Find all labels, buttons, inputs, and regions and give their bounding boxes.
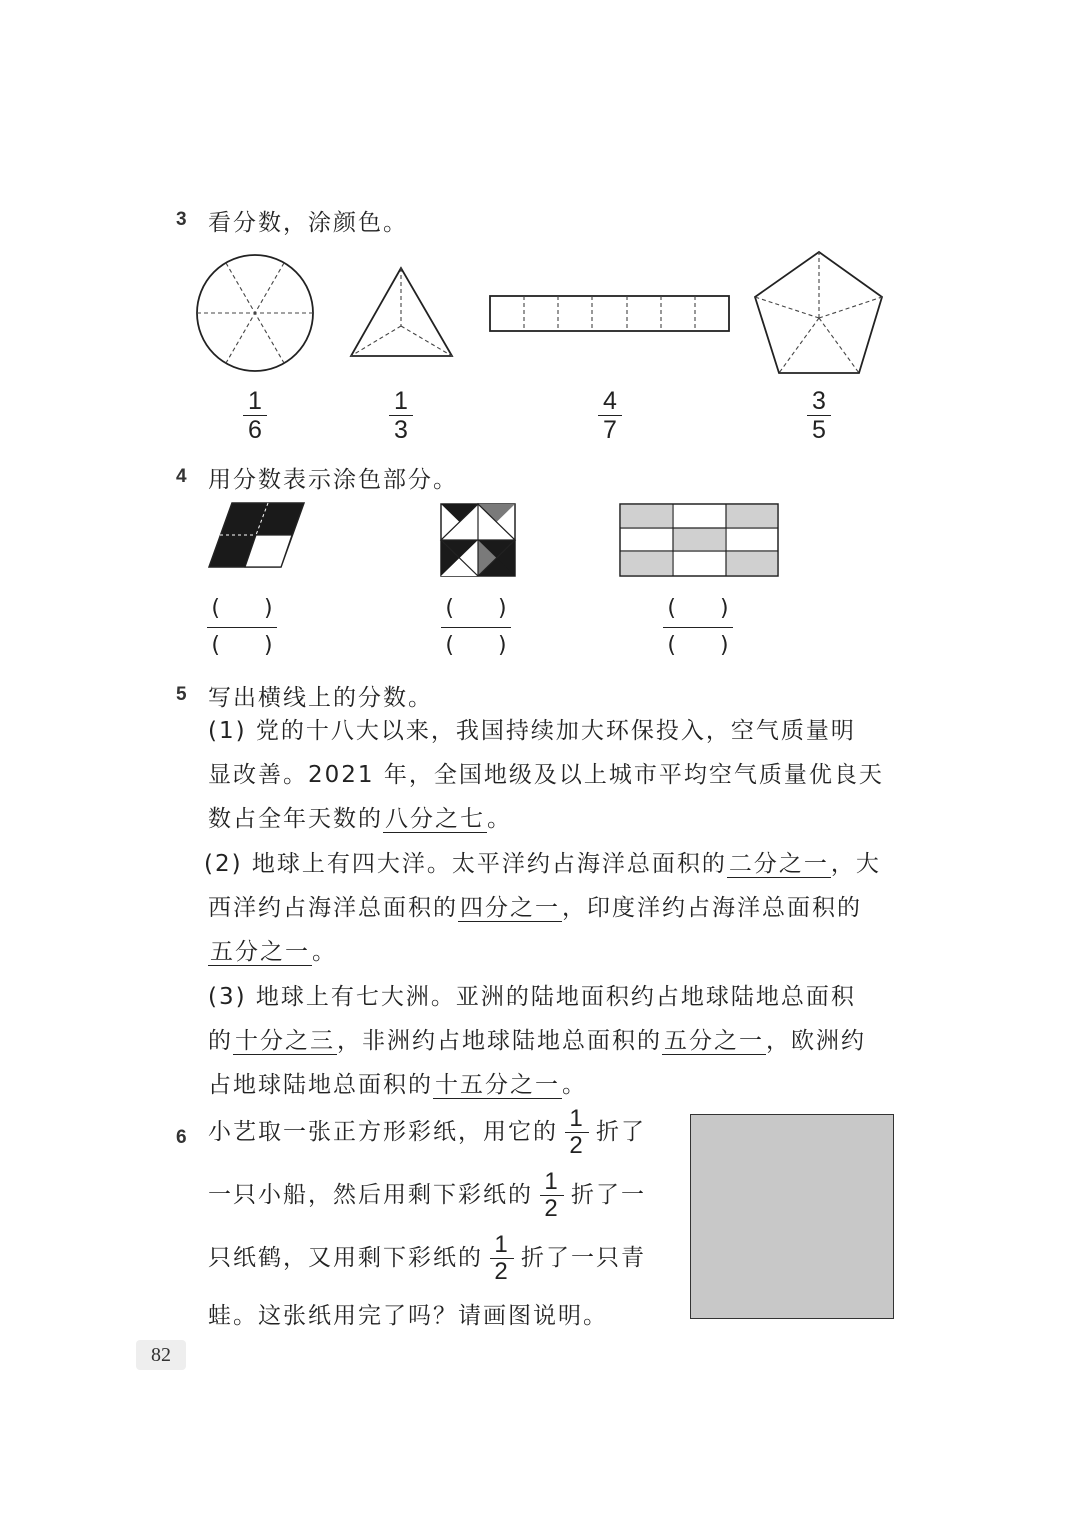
- q6-number: 6: [176, 1127, 187, 1148]
- q5-p2-line2: 西洋约占海洋总面积的四分之一，印度洋约占海洋总面积的: [208, 895, 862, 921]
- fraction-three-fifths: [799, 388, 839, 443]
- q5-title: 写出横线上的分数。: [208, 685, 433, 711]
- denominator: 7: [603, 416, 617, 444]
- q5-p1-line1: (1) 党的十八大以来，我国持续加大环保投入，空气质量明: [208, 718, 856, 744]
- q5-p3-line1: (3) 地球上有七大洲。亚洲的陆地面积约占地球陆地总面积: [208, 984, 856, 1010]
- underlined-fraction: 二分之一: [728, 851, 829, 877]
- numerator: 3: [812, 387, 826, 415]
- grid-shaded: [620, 504, 778, 576]
- q5-p2-line3: 五分之一。: [210, 939, 337, 965]
- blank-numerator: ( ): [211, 596, 273, 621]
- q4-number: 4: [176, 466, 187, 487]
- denominator: 5: [812, 416, 826, 444]
- answer-blank-1[interactable]: [207, 594, 277, 661]
- q6-line3: 只纸鹤，又用剩下彩纸的 $\frac{1}{2}$ 折了一只青: [208, 1231, 646, 1285]
- underlined-fraction: 五分之一: [210, 939, 310, 965]
- answer-blank-2[interactable]: [441, 594, 511, 661]
- blank-denominator: ( ): [445, 633, 507, 658]
- underlined-fraction: 四分之一: [460, 895, 560, 921]
- q6-line2: 一只小船，然后用剩下彩纸的 $\frac{1}{2}$ 折了一: [208, 1168, 646, 1222]
- q5-p3-line3: 占地球陆地总面积的十五分之一。: [208, 1072, 587, 1098]
- fraction-half: $\frac{1}{2}$: [537, 1170, 567, 1221]
- denominator: 6: [248, 416, 262, 444]
- numerator: 4: [603, 387, 617, 415]
- triangle-thirds: [351, 268, 452, 356]
- blank-denominator: ( ): [667, 633, 729, 658]
- page-number: 82: [136, 1340, 186, 1370]
- q3-title: 看分数，涂颜色。: [208, 210, 408, 236]
- q5-p2-line1: (2) 地球上有四大洋。太平洋约占海洋总面积的二分之一，大: [204, 851, 881, 877]
- numerator: 1: [248, 387, 262, 415]
- q4-shapes: [0, 490, 1080, 590]
- fraction-one-sixth: [235, 388, 275, 443]
- square-triangles-shaded: [441, 504, 515, 576]
- q5-p3-line2: 的十分之三，非洲约占地球陆地总面积的五分之一，欧洲约: [208, 1028, 866, 1054]
- blank-numerator: ( ): [667, 596, 729, 621]
- fraction-half: $\frac{1}{2}$: [562, 1107, 592, 1158]
- underlined-fraction: 八分之七: [385, 806, 485, 832]
- blank-numerator: ( ): [445, 596, 507, 621]
- q5-p1-line2: 显改善。2021 年，全国地级及以上城市平均空气质量优良天: [208, 762, 884, 788]
- fraction-one-third: [381, 388, 421, 443]
- fraction-four-sevenths: [590, 388, 630, 443]
- denominator: 3: [394, 416, 408, 444]
- underlined-fraction: 五分之一: [664, 1028, 764, 1054]
- circle-sixths: [197, 255, 313, 371]
- colored-paper-square[interactable]: [690, 1114, 894, 1319]
- answer-blank-3[interactable]: [663, 594, 733, 661]
- underlined-fraction: 十分之三: [235, 1028, 335, 1054]
- q5-p1-line3: 数占全年天数的八分之七。: [208, 806, 512, 832]
- q6-line1: 小艺取一张正方形彩纸，用它的 $\frac{1}{2}$ 折了: [208, 1105, 646, 1159]
- rect-sevenths: [490, 296, 729, 331]
- q3-shapes: [0, 0, 1080, 400]
- pentagon-fifths: [755, 252, 882, 373]
- q6-line4: 蛙。这张纸用完了吗？请画图说明。: [208, 1303, 608, 1329]
- fraction-half: $\frac{1}{2}$: [487, 1233, 517, 1284]
- numerator: 1: [394, 387, 408, 415]
- parallelogram-shaded: [209, 503, 304, 567]
- underlined-fraction: 十五分之一: [435, 1072, 560, 1098]
- q5-number: 5: [176, 684, 187, 705]
- q4-title: 用分数表示涂色部分。: [208, 467, 458, 493]
- blank-denominator: ( ): [211, 633, 273, 658]
- q3-number: 3: [176, 209, 187, 230]
